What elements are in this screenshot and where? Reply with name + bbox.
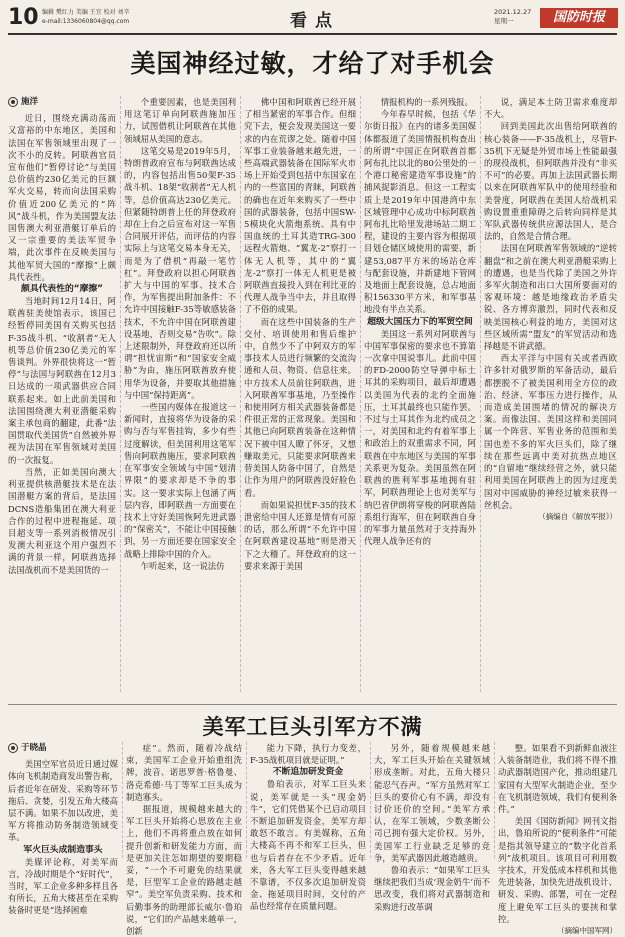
byline-icon bbox=[8, 97, 18, 107]
paragraph: 一些国内媒体在报道这一新闻时，直接将华为设备的采购与否与军售挂钩，多少有些过度解读，但美国利用这笔军售向阿联酋施压，要求阿联酋在军事安全领域与中国“划清界限”的要求却是不争的事实。这一要求实际上包涵了两层内容，即阿联酋一方面要在技术上守好美国恢阿先进武器的“保密关”，不能让中国接触到，另一方面还要在国家安全战略上排除中国的介入。 bbox=[124, 402, 236, 559]
article2-byline bbox=[8, 742, 118, 754]
paragraph: 能力下降，执行力变差，F-35战机项目就是证明。” bbox=[250, 743, 366, 766]
paragraph: 鲁珀表示，对军工巨头来说，美军就是一头“现金奶牛”，它们凭借某个已启动项目不断追加研发资金，美军方却敢怒不敢言。有美媒称，五角大楼高不再不和军工巨头，但也与后者存在不少矛盾。近年来，各大军工巨头变得越来越不靠谱，不仅多次追加研发资金、拖延项目时间，交付的产品也经常存在质量问题。 bbox=[250, 779, 366, 912]
paragraph: 整。如果看不到新鲜血液注入装备制造业，我们将不得不推动武器制造国产化，推动组建几家国有大型军火制造企业，至少在飞机制造领域，我们有便利条件。” bbox=[498, 743, 617, 815]
newspaper-logo: 国防时报 bbox=[540, 8, 618, 28]
article1-col-2 bbox=[124, 96, 236, 698]
editors-info bbox=[42, 8, 130, 26]
column-divider bbox=[120, 96, 121, 692]
article1-byline bbox=[8, 96, 116, 108]
paragraph: 佛中国和阿联酋已经开展了相当紧密的军事合作。但细究下去，便会发现美国这一要求的内在荒谬之处。随着中国军事工业装备越来越先进，一些高端武器装备在国际军火市场上开始受到包括中东国家在内的一些富国的青睐，阿联酋的确也在近年来购买了一些中国的武器装备，包括中国SW-5模块化火箭炮系统、具有中国血统的土耳其造TRG-300远程火箭炮、“翼龙-2”察打一体无人机等，其中的“翼龙-2”察打一体无人机更是被阿联酋直接投入到在利比亚的代理人战争当中去，并且取得了不俗的成果。 bbox=[244, 97, 356, 315]
weekday-value: 星期一 bbox=[494, 17, 514, 25]
subheading: 颇具代表性的“摩擦” bbox=[21, 284, 103, 295]
article2-col-4 bbox=[374, 742, 490, 912]
source-credit: （摘编中国军网） bbox=[557, 926, 617, 936]
subheading: 不断追加研发资金 bbox=[272, 767, 344, 778]
paragraph: 当然，正如美国向澳大利亚提供核潜艇技术是在法国潜艇方案的背后，是法国DCNS造船集团在澳大利亚合作的过程中进程拖延、项目超支等一系列消极情况引发澳大利亚这个用户强烈不满的背景一样，阿联酋选择法国战机而不是美国货的一 bbox=[8, 466, 116, 575]
paragraph: 鲁珀表示：“如果军工巨头继续把我们当成‘现金奶牛’而不思改变，我们将对武器制造和采购进行改革调 bbox=[374, 865, 490, 912]
page-number: 10 bbox=[8, 5, 39, 30]
article2-col-2 bbox=[126, 742, 242, 937]
paragraph: 美国这一系列对阿联酋与中国军事保密的要求也不算第一次拿中国说事儿。此前中国的FD-2000防空导弹中标土耳其的采购项目，最后却遭遇以美国为代表的北约全面施压，土耳其最终也只能作罢。不过与土耳其作为北约成员之一，对美国和北约有着军事上和政治上的双重需求不同，阿联酋在中东地区与美国的军事关系更为复杂。美国虽然在阿联酋的胜利军事基地拥有驻军，阿联酋理论上也对美军与纳巴省伊朗将穿梭的阿联酋陆系组行海军，但在阿联酋自身的军事力量虽然对于支持海外代理人战争还有的 bbox=[364, 328, 476, 547]
article2-author: 于晓晶 bbox=[21, 743, 47, 753]
byline-icon bbox=[8, 743, 18, 753]
paragraph: 据报道，规模越来越大的军工巨头开始将心思放在主业上，他们不再将重点放在如何提升创新和研发能力方面，而是更加关注怎如期望的要期稳妥，“一个不可避免的结果就是，巨型军工企业的路越走越窄”。美空军负责采购、技术和后勤事务的助理部长威尔·鲁珀说，“它们的产品越来越单一，创新 bbox=[126, 804, 242, 937]
source-credit: （摘编自《解放军报》） bbox=[538, 511, 617, 521]
paragraph: 法国在阿联酋军售领域的“逆转翻盘”和之前在澳大利亚潜艇采购上的遭遇，也是当代除了美国之外许多军火制造和出口大国所要面对的客观环境：越是地缘政治矛盾尖锐、各方博弈激烈，同时代表和反映美国核心利益的地方，美国对这些区域所需“盟友”的军贸活动和选择越是不讲武德。 bbox=[484, 243, 617, 352]
article2-col-5 bbox=[498, 742, 617, 936]
article1-author: 施洋 bbox=[21, 97, 39, 107]
editors-email: e-mail:1336060804@qq.com bbox=[42, 18, 130, 25]
article1-col-5 bbox=[484, 96, 617, 698]
subheading: 军火巨头成制造事头 bbox=[23, 844, 103, 855]
subheading: 超级大国压力下的军贸空间 bbox=[367, 316, 473, 327]
article-separator bbox=[8, 704, 617, 705]
column-divider bbox=[360, 96, 361, 692]
paragraph: 美国《国防新闻》网刊文指出，鲁珀所说的“便利条件”可能是指其领导建立的“数字化首系列”战机项目。该项目可利用数字技术，开发低成本样机和其他先进装备，加快先进战机设计、研发、采购、部署，可在一定程度上避免军工巨头的要挟和掌控。 bbox=[498, 816, 617, 924]
date-value: 2021.12.27 bbox=[494, 8, 532, 16]
article1-headline: 美国神经过敏，才给了对手机会 bbox=[130, 49, 495, 78]
article2-col-3 bbox=[250, 742, 366, 912]
column-divider bbox=[122, 742, 123, 858]
article2-col-1 bbox=[8, 742, 118, 916]
paragraph: 近日，围绕充满动荡而又富裕的中东地区，美国和法国在军售领域里出现了一次不小的反转。阿联酋官员宣布他们“暂停讨论”与美国总价值约230亿美元的巨额军火交易，转而向法国采购价值近200亿美元的“阵风”战斗机，作为美国盟友法国售澳大利亚潜艇订单后的又一宗重要的美法军贸争端，此次事件在反映美国与其他军贸大国的“摩擦”上颇具代表性。 bbox=[8, 113, 116, 282]
column-divider bbox=[240, 96, 241, 692]
column-divider bbox=[246, 742, 247, 858]
editors-line: 编辑 樊红力 美编 王宜 校对 刘辛 bbox=[42, 9, 130, 16]
paragraph: 症”。然而，随着冷战结束，美国军工企业开始重组洗牌，波音、诺思罗普·格鲁曼、洛克希德·马丁等军工巨头成为制造寡头。 bbox=[126, 743, 242, 802]
article2-headline: 美军工巨头引军方不满 bbox=[202, 715, 423, 739]
article1-col-3 bbox=[244, 96, 356, 698]
paragraph: 情报机构的一系列残报。 bbox=[380, 97, 473, 107]
section-title: 看点 bbox=[290, 11, 340, 31]
article1-col-1 bbox=[8, 96, 116, 698]
paragraph: 说，满足本土防卫需求难度却不大。 bbox=[484, 97, 617, 120]
masthead bbox=[8, 6, 617, 32]
paragraph: 美国空军官员近日通过媒体向飞机制造商发出警告称，后者近年在研发、采购等环节拖后、贪婪，引发五角大楼高层不满。如果不加以改进，美军方将推动防务制造领域变革。 bbox=[8, 759, 118, 843]
paragraph: 而在这些中国装备的生产交付、培训使用和售后维护中，自然少不了中阿双方的军事技术人员进行频繁的交流沟通和人员、物资、信息往来。中方技术人员前往阿联酋，进入阿联酋军事基地，乃至操作和使用阿方相关武器装备都是件很正常的正常现象。美国和其他已向阿联酋装备在这种情况下被中国人瞭了怀牙，又想赚取美元，只能要求阿联酋来替美国人防备中国了，自然是让作为用户的阿联酋没好脸色看。 bbox=[244, 316, 356, 498]
paragraph: 这笔交易是2019年5月，特朗普政府宣布与阿联酋达成的，内容包括出售50架F-35战斗机、18架“收割者”无人机等，总价值高达230亿美元。但紧随特朗普上任的拜登政府却在上台之后宣布对这一军售合同展开评估，而评估的内容实际上与这笔交易本身无关，而是为了借机“再敲一笔竹杠”。拜登政府以担心阿联酋扩大与中国的军事、技术合作，为军售提出附加条件：不允许中国接触F-35等敏感装备技术，不允许中国在阿联酋建设基地，否则交易“告吹”。除上述限制外，拜登政府还以所谓“担忧宙斯”和“国家安全威胁”为由，施压阿联酋放弃使用华为设备，并要取其他措施与中国“保持距离”。 bbox=[124, 145, 236, 400]
issue-date bbox=[494, 8, 531, 26]
column-divider bbox=[494, 742, 495, 858]
paragraph: 另外，随着规模越来越大，军工巨头开始在关键领域形成垄断。对此，五角大楼只能忍气吞声。“军方虽然对军工巨头的要价心有不满，却没有讨价还价的空间。”美军方承认，在军工领域，少数垄断公司已拥有强大定价权。另外，美国军工行业缺乏足够的竞争，美军武器因此越造越贵。 bbox=[374, 743, 490, 863]
column-divider bbox=[370, 742, 371, 858]
paragraph: 个重要因素，也是美国利用这笔订单向阿联酋施加压力，试图借机让阿联酋在其他领域屈从美国的意志。 bbox=[124, 97, 236, 144]
paragraph: 回到美国此次出售给阿联酋的核心装备——F-35战机上，尽管F-35机下无疑是外贸市场上性能最强的现役战机，但阿联酋并没有“非买不可”的必要。再加上法国武器长期以来在阿联酋军队中的使用经验和美誉度，阿联酋在美国人给战机采购设置重重障碍之后转向同样是其军队武器传统供应源法国人，是合法的，自然是合情合理。 bbox=[484, 121, 617, 242]
column-divider bbox=[480, 96, 481, 692]
paragraph: 今年春早时候，包括《华尔街日报》在内的诸多美国媒体都报道了美国情报机构查出的所谓“中国正在阿联酋首都阿布扎比以北的80公里处的一个港口秘密建造军事设施”的捕风捉影消息。但这一工程实质上是2019年中国港湾中东区域管理中心成功中标阿联酋阿布扎比哈里发港场站二期工程，建设的主要内容为根据项目划仓储区域使用的需要，新建53,087平方米的场站仓库与配套设施，并新建地下管网及地面上配套设施，总占地面积156330平方米，和军事基地没有半点关系。 bbox=[364, 109, 476, 315]
paragraph: 西太平洋与中国有关或者西欧许多针对俄罗斯的军备活动，最后都摆脱不了被美国利用全方位的政治、经济、军事压力进行操作，从而造成美国围堵的情况的解决方案。而像法国、美国这样和美国同属一个阵营、军售业务的范围和美国也差不多的军火巨头们，除了继续在那些远离中美对抗热点地区的“自留地”继续经营之外，就只能利用美国在阿联酋上的因为过度美国对中国威胁的神经过敏来获得一丝机会。 bbox=[484, 353, 617, 510]
paragraph: 而如果说担忧F-35的技术泄密给中国人还算是情有可原的话，那么所谓“不允许中国在阿联酋建设基地”则是滑天下之大稽了。拜登政府的这一要求来源于美国 bbox=[244, 499, 356, 571]
paragraph: 乍听起来，这一说法仿 bbox=[140, 560, 225, 571]
paragraph: 当地时间12月14日，阿联酋驻美使馆表示，该国已经暂停同美国有关购买包括F-35战斗机、“收割者”无人机等总价值230亿美元的军售谈判。外界很快将这一“暂停”与法国与阿联酋在12月3日达成的一项武器供应合同联系起来。如上此前美国和法国围绕澳大利亚潜艇采购案主承包商的翻建，此番“法国贯取代美国货”自然被外界视为法国在军售领域对美国的一次报复。 bbox=[8, 296, 116, 465]
masthead-rule bbox=[8, 33, 617, 35]
article1-col-4 bbox=[364, 96, 476, 698]
paragraph: 美媒评论称，对美军而言，冷战时期是个“好时代”，当时，军工企业多种多样且各有所长，五角大楼甚至在采购装备时更是“选择困难 bbox=[8, 856, 118, 916]
